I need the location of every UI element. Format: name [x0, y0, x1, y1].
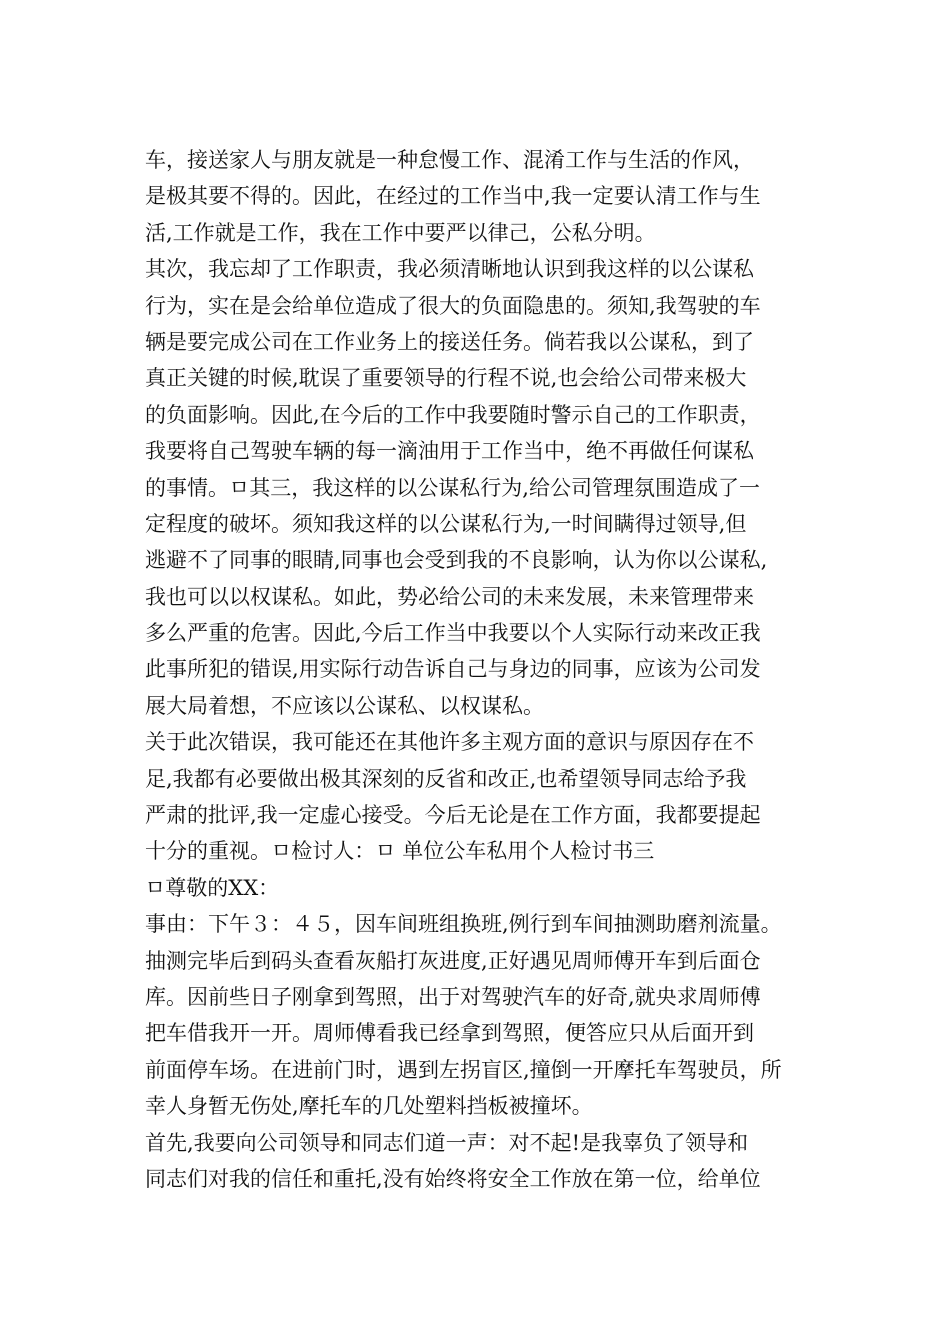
text-line: 的负面影响。因此,在今后的工作中我要随时警示自己的工作职责，: [145, 402, 761, 427]
text-line: 我也可以以权谋私。如此，势必给公司的未来发展，未来管理带来: [145, 584, 754, 609]
text-line: ㅁ尊敬的XX：: [145, 875, 280, 900]
text-line: 前面停车场。在进前门时，遇到左拐盲区,撞倒一开摩托车驾驶员，所: [145, 1057, 782, 1082]
text-line: 把车借我开一开。周师傅看我已经拿到驾照，便答应只从后面开到: [145, 1021, 754, 1046]
text-line: 多么严重的危害。因此,今后工作当中我要以个人实际行动来改正我: [145, 621, 761, 646]
text-line: 的事情。ㅁ其三，我这样的以公谋私行为,给公司管理氛围造成了一: [145, 475, 760, 500]
text-line: 足,我都有必要做出极其深刻的反省和改正,也希望领导同志给予我: [145, 766, 747, 791]
text-line: 我要将自己驾驶车辆的每一滴油用于工作当中，绝不再做任何谋私: [145, 439, 754, 464]
body-text: [145, 142, 825, 1197]
text-line: 事由：下午３：４５，因车间班组换班,例行到车间抽测助磨剂流量。: [145, 912, 782, 937]
text-line: 库。因前些日子刚拿到驾照，出于对驾驶汽车的好奇,就央求周师傅: [145, 984, 761, 1009]
text-line: 车，接送家人与朋友就是一种怠慢工作、混淆工作与生活的作风，: [145, 148, 754, 172]
text-line: 其次，我忘却了工作职责，我必须清晰地认识到我这样的以公谋私: [145, 257, 754, 282]
text-line: 关于此次错误，我可能还在其他许多主观方面的意识与原因存在不: [145, 730, 754, 755]
text-line: 真正关键的时候,耽误了重要领导的行程不说,也会给公司带来极大: [145, 366, 747, 391]
text-line: 行为，实在是会给单位造成了很大的负面隐患的。须知,我驾驶的车: [145, 293, 761, 318]
text-line: 展大局着想，不应该以公谋私、以权谋私。: [145, 693, 544, 718]
text-line: 首先,我要向公司领导和同志们道一声：对不起!是我辜负了领导和: [145, 1130, 749, 1155]
text-line: 十分的重视。ㅁ检讨人：ㅁ 单位公车私用个人检讨书三: [145, 839, 655, 864]
text-line: 同志们对我的信任和重托,没有始终将安全工作放在第一位，给单位: [145, 1166, 761, 1191]
text-line: 活,工作就是工作，我在工作中要严以律己，公私分明。: [145, 220, 656, 245]
text-line: 辆是要完成公司在工作业务上的接送任务。倘若我以公谋私，到了: [145, 329, 754, 354]
text-line: 逃避不了同事的眼睛,同事也会受到我的不良影响，认为你以公谋私,: [145, 548, 768, 573]
text-line: 此事所犯的错误,用实际行动告诉自己与身边的同事，应该为公司发: [145, 657, 761, 682]
text-line: 幸人身暂无伤处,摩托车的几处塑料挡板被撞坏。: [145, 1094, 593, 1119]
text-line: 抽测完毕后到码头查看灰船打灰进度,正好遇见周师傅开车到后面仓: [145, 948, 761, 973]
text-line: 严肃的批评,我一定虚心接受。今后无论是在工作方面，我都要提起: [145, 803, 761, 828]
text-line: 是极其要不得的。因此，在经过的工作当中,我一定要认清工作与生: [145, 184, 761, 209]
text-line: 定程度的破坏。须知我这样的以公谋私行为,一时间瞒得过领导,但: [145, 511, 747, 536]
